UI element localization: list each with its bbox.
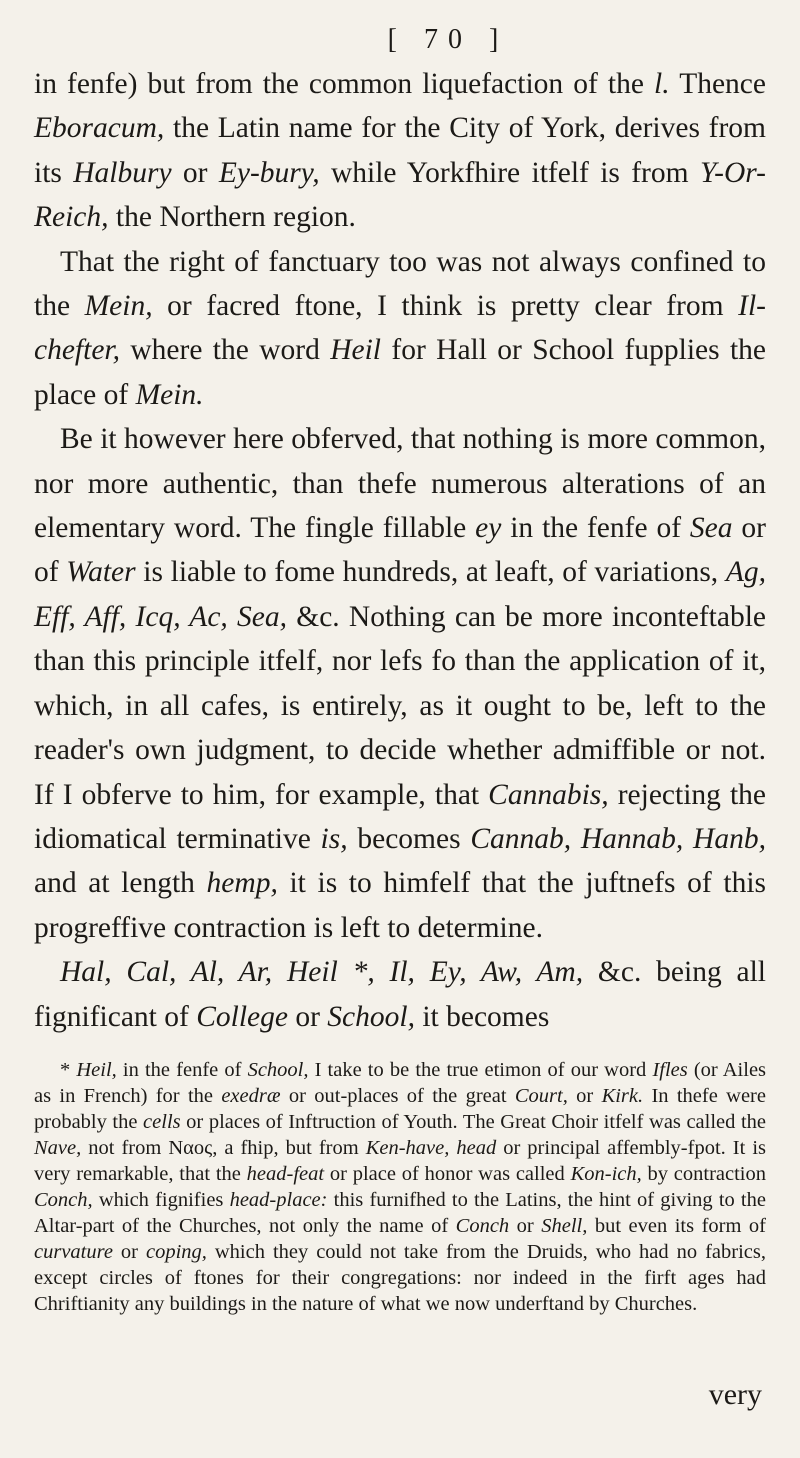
text-run: or out-places of the great (280, 1084, 515, 1107)
text-run: Be it however here obferved, that nothing is more common, nor more authentic, than thefe numerous alterations of an elementary word. The fingle fillable (34, 423, 766, 545)
text-run: the Latin name for the City of York, derives from its (34, 112, 766, 189)
italic-run: curvature (34, 1240, 113, 1263)
text-run: In thefe were probably the (34, 1084, 766, 1133)
italic-run: is, (320, 822, 348, 855)
italic-run: cells (143, 1110, 181, 1133)
italic-run: head-feat (246, 1162, 325, 1185)
italic-run: Court, (514, 1084, 568, 1107)
text-run: or (112, 1240, 146, 1263)
text-run: Thence (669, 68, 766, 100)
italic-run: Nave, (34, 1136, 82, 1159)
italic-run: Heil (330, 334, 382, 367)
text-run: in the fenfe of (116, 1058, 248, 1081)
italic-run: Conch (455, 1214, 510, 1237)
italic-run: ey (475, 512, 502, 545)
italic-run: Mein, (84, 290, 153, 323)
text-run: by contraction (641, 1162, 766, 1185)
italic-run: l. (654, 68, 670, 100)
italic-run: Kon-ich, (570, 1162, 642, 1185)
text-run: but even its form of (587, 1214, 766, 1237)
footnote (34, 1057, 766, 1317)
italic-run: Mein. (135, 378, 204, 411)
text-run: or facred ftone, I think is pretty clear from (152, 290, 739, 323)
italic-run: Shell, (541, 1214, 588, 1237)
italic-run: Ken-have, head (365, 1136, 497, 1159)
paragraph (34, 62, 766, 240)
text-run: * (60, 1058, 77, 1081)
text-run: or place of honor was called (324, 1162, 571, 1185)
text-run: That the right of fanctuary too was not always confined to the (34, 245, 766, 323)
italic-run: Il-chefter, (34, 290, 766, 367)
text-run: or of (34, 512, 766, 589)
text-run: or (509, 1214, 542, 1237)
italic-run: Water (66, 556, 136, 589)
italic-run: Eboracum, (34, 112, 165, 145)
italic-run: Heil, (76, 1058, 117, 1081)
footnote-text (34, 1057, 766, 1317)
italic-run: College (196, 1000, 288, 1033)
text-run: (or Ailes as in French) for the (34, 1058, 767, 1107)
text-run: which they could not take from the Druids, who had no fabrics, except circles of ftones for their congregations: nor indeed in the firft ages had Chriftianity any buildings in the nature of what we now underftand by Churches. (34, 1240, 766, 1315)
italic-run: Hal, Cal, Al, Ar, Heil *, Il, Ey, Aw, Am, (60, 956, 584, 989)
italic-run: School, (247, 1058, 309, 1081)
text-run: &c. being all fignificant of (34, 956, 766, 1033)
text-run: the Northern region. (108, 201, 356, 234)
main-text (34, 62, 766, 1039)
text-run: for Hall or School fupplies the place of (34, 334, 766, 411)
text-run: it becomes (414, 1000, 550, 1033)
text-run: and at length (34, 867, 207, 900)
italic-run: Cannab, Hannab, Hanb, (470, 822, 766, 855)
italic-run: Cannabis, (488, 778, 609, 811)
text-run: I take to be the true etimon of our word (308, 1058, 653, 1081)
italic-run: head-place: (229, 1188, 328, 1211)
italic-run: Halbury (73, 156, 172, 189)
text-run: &c. Nothing can be more inconteftable than this principle itfelf, nor lefs fo than the application of it, which, in all cafes, is entirely, as it ought to be, left to the reader's own judgment, to decide whether admiffible or not. If I obferve to him, for example, that (34, 600, 766, 811)
text-run: becomes (347, 822, 471, 855)
paragraph (34, 417, 766, 950)
text-run: while Yorkfhire itfelf is from (319, 156, 700, 189)
text-run: which fignifies (92, 1188, 230, 1211)
paragraph (34, 240, 766, 418)
italic-run: Sea (689, 512, 733, 545)
paragraph (34, 950, 766, 1039)
italic-run: Ag, Eff, Aff, Icq, Ac, Sea, (34, 556, 766, 633)
text-run: or (287, 1000, 328, 1033)
text-run: or places of Inftruction of Youth. The Great Choir itfelf was called the (180, 1110, 766, 1133)
catchword: very (708, 1378, 762, 1411)
page-number: [ 70 ] (387, 24, 509, 55)
italic-run: hemp, (206, 867, 278, 900)
text-run: or principal affembly-fpot. It is very remarkable, that the (34, 1136, 766, 1185)
text-run: in the fenfe of (501, 512, 690, 545)
italic-run: exedræ (221, 1084, 281, 1107)
text-run: rejecting the idiomatical terminative (34, 778, 767, 855)
text-run: is liable to fome hundreds, at leaft, of variations, (135, 556, 726, 589)
text-run: this furnifhed to the Latins, the hint of giving to the Altar-part of the Churches, not only the name of (34, 1188, 766, 1237)
text-run: not from Ναος, a fhip, but from (81, 1136, 366, 1159)
text-run: or (171, 156, 219, 189)
italic-run: coping, (145, 1240, 207, 1263)
italic-run: Y-Or-Reich, (34, 156, 766, 234)
text-run: it is to himfelf that the juftnefs of this progreffive contraction is left to determine. (34, 867, 766, 944)
text-run: in fenfe) but from the common liquefaction of the (34, 68, 655, 100)
text-run: where the word (120, 334, 331, 367)
italic-run: School, (327, 1000, 415, 1033)
italic-run: Conch, (34, 1188, 93, 1211)
italic-run: Ifles (652, 1058, 688, 1081)
text-run: or (567, 1084, 602, 1107)
italic-run: Kirk. (601, 1084, 644, 1107)
italic-run: Ey-bury, (218, 156, 320, 189)
